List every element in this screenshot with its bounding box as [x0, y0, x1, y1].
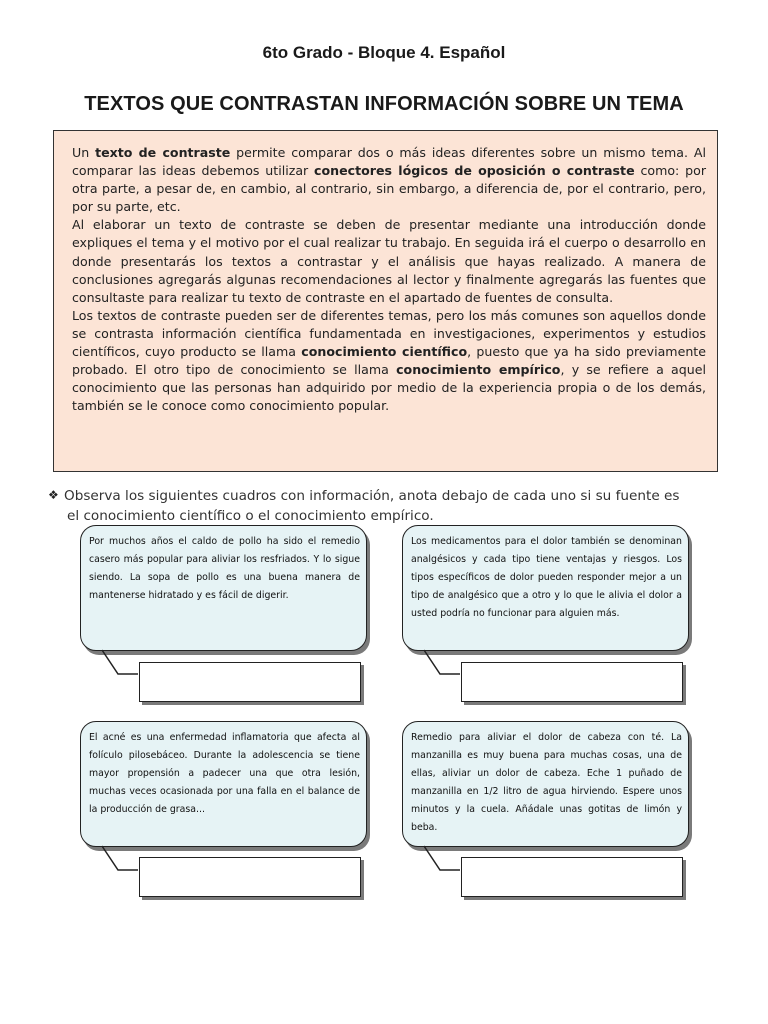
- answer-box-4[interactable]: [461, 857, 683, 897]
- intro-box: [53, 130, 718, 472]
- diamond-bullet-icon: ❖: [48, 488, 59, 502]
- instruction: [48, 485, 728, 526]
- callout-tail-2: [422, 648, 462, 678]
- info-card-1: [80, 525, 367, 651]
- page-title: TEXTOS QUE CONTRASTAN INFORMACIÓN SOBRE UN TEMA: [84, 93, 684, 115]
- info-card-3: [80, 721, 367, 847]
- info-card-2-text: Los medicamentos para el dolor también se denominan analgésicos y cada tipo tiene ventajas y riesgos. Los tipos específicos de dolor pueden responder mejor a un tipo de analgésico que a otro y lo que le alivia el dolor a usted podría no funcionar para alguien más.: [411, 536, 682, 619]
- intro-paragraph-1: Un texto de contraste permite comparar dos o más ideas diferentes sobre un mismo tema. Al comparar las ideas debemos utilizar conectores lógicos de oposición o contraste como: por otra parte, a pesar de, en cambio, al contrario, sin embargo, a diferencia de, por el contrario, pero, por su parte, etc.: [72, 145, 706, 215]
- callout-tail-1: [100, 648, 140, 678]
- instruction-line-2: el conocimiento científico o el conocimiento empírico.: [67, 508, 434, 524]
- info-card-4-text: Remedio para aliviar el dolor de cabeza con té. La manzanilla es muy buena para muchas cosas, una de ellas, aliviar un dolor de cabeza. Eche 1 puñado de manzanilla en 1/2 litro de agua hirviendo. Espere unos minutos y la cuela. Añádale unas gotitas de limón y beba.: [411, 732, 682, 833]
- callout-tail-3: [100, 844, 140, 874]
- answer-box-1[interactable]: [139, 662, 361, 702]
- info-card-1-text: Por muchos años el caldo de pollo ha sido el remedio casero más popular para aliviar los resfriados. Y lo sigue siendo. La sopa de pollo es una buena manera de mantenerse hidratado y es fácil de digerir.: [89, 536, 360, 601]
- info-card-4: [402, 721, 689, 847]
- instruction-text-1: Observa los siguientes cuadros con información, anota debajo de cada uno si su fuente es: [64, 488, 680, 504]
- intro-paragraph-3: Los textos de contraste pueden ser de diferentes temas, pero los más comunes son aquellos donde se contrasta información científica fundamentada en investigaciones, experimentos y estudios científicos, cuyo producto se llama conocimiento científico, puesto que ya ha sido previamente probado. El otro tipo de conocimiento se llama conocimiento empírico, y se refiere a aquel conocimiento que las personas han adquirido por medio de la experiencia propia o de los demás, también se le conoce como conocimiento popular.: [72, 307, 706, 414]
- info-card-3-text: El acné es una enfermedad inflamatoria que afecta al folículo pilosebáceo. Durante la adolescencia se tiene mayor propensión a padecer una que otra lesión, muchas veces ocasionada por una falla en el balance de la producción de grasa...: [89, 732, 360, 815]
- callout-tail-4: [422, 844, 462, 874]
- answer-box-3[interactable]: [139, 857, 361, 897]
- answer-box-2[interactable]: [461, 662, 683, 702]
- info-card-2: [402, 525, 689, 651]
- intro-paragraph-2: Al elaborar un texto de contraste se deben de presentar mediante una introducción donde expliques el tema y el motivo por el cual realizar tu trabajo. En seguida irá el cuerpo o desarrollo en donde presentarás los textos a contrastar y el análisis que hayas realizado. A manera de conclusiones agregarás algunas recomendaciones al lector y finalmente agregarás las fuentes que consultaste para realizar tu texto de contraste en el apartado de fuentes de consulta.: [72, 217, 706, 305]
- instruction-line-1: [48, 485, 728, 506]
- grade-title: 6to Grado - Bloque 4. Español: [262, 43, 506, 62]
